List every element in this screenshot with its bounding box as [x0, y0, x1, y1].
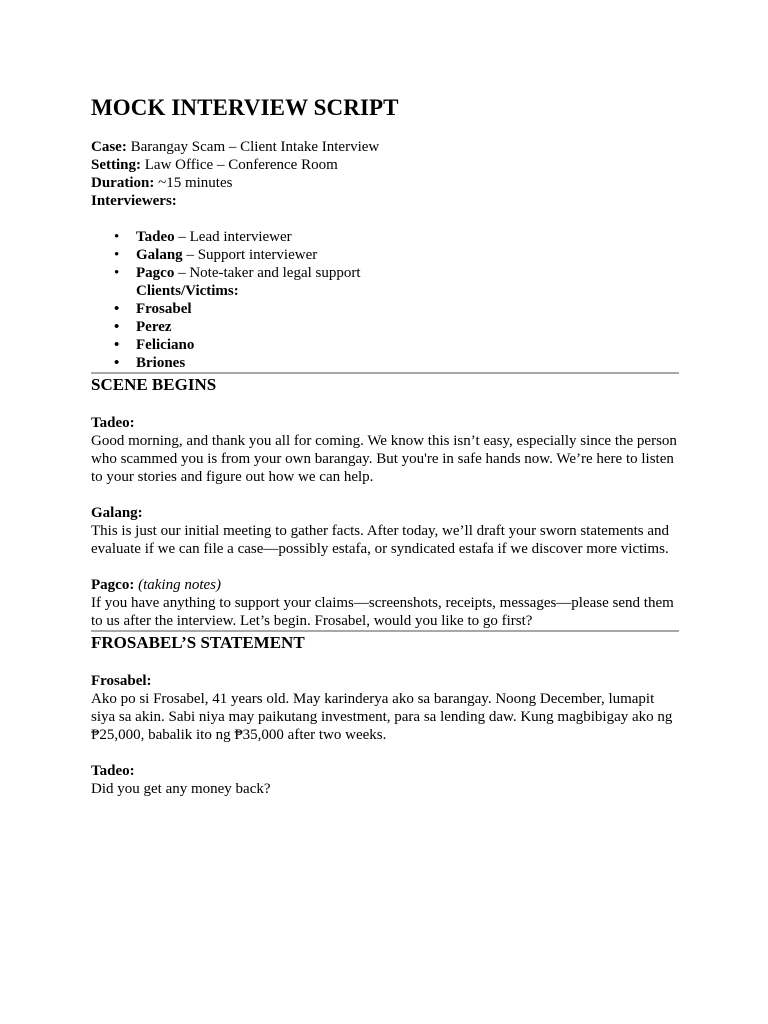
list-item	[136, 228, 681, 246]
setting-label: Setting:	[91, 157, 141, 173]
speech-text: This is just our initial meeting to gather facts. After today, we’ll draft your sworn statements and evaluate if we can file a case—possibly estafa, or syndicated estafa if we discover more victims.	[91, 523, 670, 557]
speech-text: If you have anything to support your claims—screenshots, receipts, messages—please send them to us after the interview. Let’s begin. Frosabel, would you like to go first?	[91, 595, 674, 629]
section-heading: SCENE BEGINS	[91, 375, 217, 394]
list-item	[136, 246, 681, 264]
duration-label: Duration:	[91, 175, 155, 191]
section-heading: FROSABEL’S STATEMENT	[91, 633, 305, 652]
duration-value: ~15 minutes	[154, 175, 233, 191]
speech-text: Good morning, and thank you all for coming. We know this isn’t easy, especially since the person who scammed you is from your own barangay. But you're in safe hands now. We’re here to listen to your stories and figure out how we can help.	[91, 433, 677, 485]
document-title: MOCK INTERVIEW SCRIPT	[91, 95, 399, 120]
client-name: • Feliciano	[136, 336, 681, 354]
list-item	[136, 264, 681, 282]
client-name: • Frosabel	[136, 300, 681, 318]
speaker-name: Tadeo:	[91, 415, 135, 431]
speaker-name: Frosabel:	[91, 673, 152, 689]
interviewers-label: Interviewers:	[91, 193, 177, 209]
clients-label	[136, 282, 681, 300]
interviewer-role: – Note-taker and legal support	[174, 265, 361, 281]
setting-value: Law Office – Conference Room	[141, 157, 338, 173]
speaker-name: Tadeo:	[91, 763, 135, 779]
speech-block	[91, 414, 681, 486]
speech-text: Did you get any money back?	[91, 781, 271, 797]
interviewer-role: – Lead interviewer	[174, 229, 292, 245]
section-frosabel-statement	[91, 632, 681, 798]
speech-block	[91, 762, 681, 798]
participants-list	[91, 228, 681, 372]
stage-direction: (taking notes)	[138, 577, 221, 593]
speech-block	[91, 504, 681, 558]
interviewer-name: Tadeo	[136, 229, 175, 245]
interviewer-name: Galang	[136, 247, 183, 263]
section-scene-begins	[91, 374, 681, 630]
interviewer-name: Pagco	[136, 265, 175, 281]
case-line	[91, 138, 681, 156]
clients-label-text: Clients/Victims:	[136, 283, 239, 299]
case-value: Barangay Scam – Client Intake Interview	[126, 139, 380, 155]
document-page	[91, 94, 681, 798]
speech-text: Ako po si Frosabel, 41 years old. May karinderya ako sa barangay. Noong December, lumapit siya sa akin. Sabi niya may paikutang investment, para sa lending daw. Kung magbibigay ako ng ₱25,000, babalik ito ng ₱35,000 after two weeks.	[91, 691, 673, 743]
speaker-name: Pagco:	[91, 577, 135, 593]
case-label: Case:	[91, 139, 127, 155]
speaker-name: Galang:	[91, 505, 143, 521]
client-name: • Perez	[136, 318, 681, 336]
speech-block	[91, 672, 681, 744]
setting-line	[91, 156, 681, 174]
case-details	[91, 138, 681, 210]
duration-line	[91, 174, 681, 192]
speaker-line	[91, 576, 681, 594]
interviewer-role: – Support interviewer	[182, 247, 318, 263]
speech-block	[91, 576, 681, 630]
client-name: • Briones	[136, 354, 681, 372]
